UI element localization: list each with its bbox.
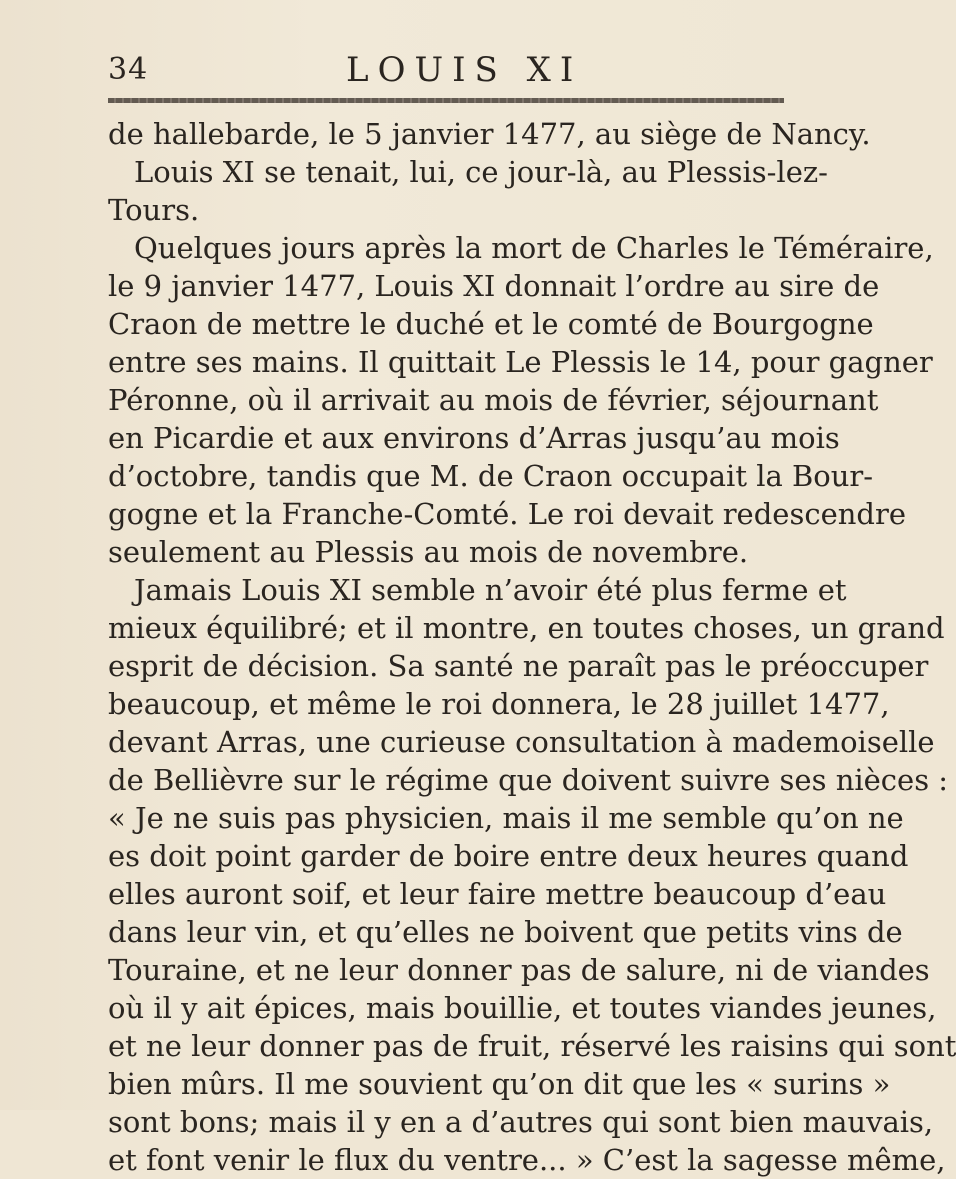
text-line: seulement au Plessis au mois de novembre.	[108, 535, 749, 569]
text-line: entre ses mains. Il quittait Le Plessis le 14, pour gagner	[108, 345, 933, 379]
page-number: 34	[108, 52, 149, 87]
text-line: en Picardie et aux environs d’Arras jusqu’au mois	[108, 421, 840, 455]
running-title: LOUIS XI	[346, 50, 583, 90]
header-rule	[108, 98, 784, 103]
text-line: de hallebarde, le 5 janvier 1477, au siège de Nancy.	[108, 117, 871, 151]
text-line: es doit point garder de boire entre deux heures quand	[108, 839, 909, 873]
text-line: de Bellièvre sur le régime que doivent suivre ses nièces :	[108, 763, 949, 797]
text-line: Jamais Louis XI semble n’avoir été plus ferme et	[134, 573, 847, 607]
text-line: le 9 janvier 1477, Louis XI donnait l’ordre au sire de	[108, 269, 880, 303]
text-line: « Je ne suis pas physicien, mais il me semble qu’on ne	[108, 801, 904, 835]
text-line: Craon de mettre le duché et le comté de Bourgogne	[108, 307, 874, 341]
text-line: sont bons; mais il y en a d’autres qui sont bien mauvais,	[108, 1105, 934, 1139]
text-line: Louis XI se tenait, lui, ce jour-là, au Plessis-lez-	[134, 155, 828, 189]
text-line: beaucoup, et même le roi donnera, le 28 juillet 1477,	[108, 687, 890, 721]
text-line: esprit de décision. Sa santé ne paraît pas le préoccuper	[108, 649, 929, 683]
text-line: Tours.	[108, 193, 200, 227]
text-line: Touraine, et ne leur donner pas de salure, ni de viandes	[108, 953, 930, 987]
text-line: et ne leur donner pas de fruit, réservé les raisins qui sont	[108, 1029, 956, 1063]
text-line: dans leur vin, et qu’elles ne boivent que petits vins de	[108, 915, 903, 949]
text-line: et font venir le flux du ventre... » C’est la sagesse même,	[108, 1143, 946, 1177]
text-line: elles auront soif, et leur faire mettre beaucoup d’eau	[108, 877, 887, 911]
text-line: d’octobre, tandis que M. de Craon occupait la Bour-	[108, 459, 874, 493]
text-line: devant Arras, une curieuse consultation à mademoiselle	[108, 725, 935, 759]
text-line: gogne et la Franche-Comté. Le roi devait redescendre	[108, 497, 906, 531]
body-text	[108, 115, 956, 1179]
text-line: où il y ait épices, mais bouillie, et toutes viandes jeunes,	[108, 991, 937, 1025]
text-line: Quelques jours après la mort de Charles le Téméraire,	[134, 231, 934, 265]
text-line: mieux équilibré; et il montre, en toutes choses, un grand	[108, 611, 945, 645]
text-line: bien mûrs. Il me souvient qu’on dit que les « surins »	[108, 1067, 891, 1101]
page-header	[108, 44, 784, 94]
text-line: Péronne, où il arrivait au mois de février, séjournant	[108, 383, 879, 417]
